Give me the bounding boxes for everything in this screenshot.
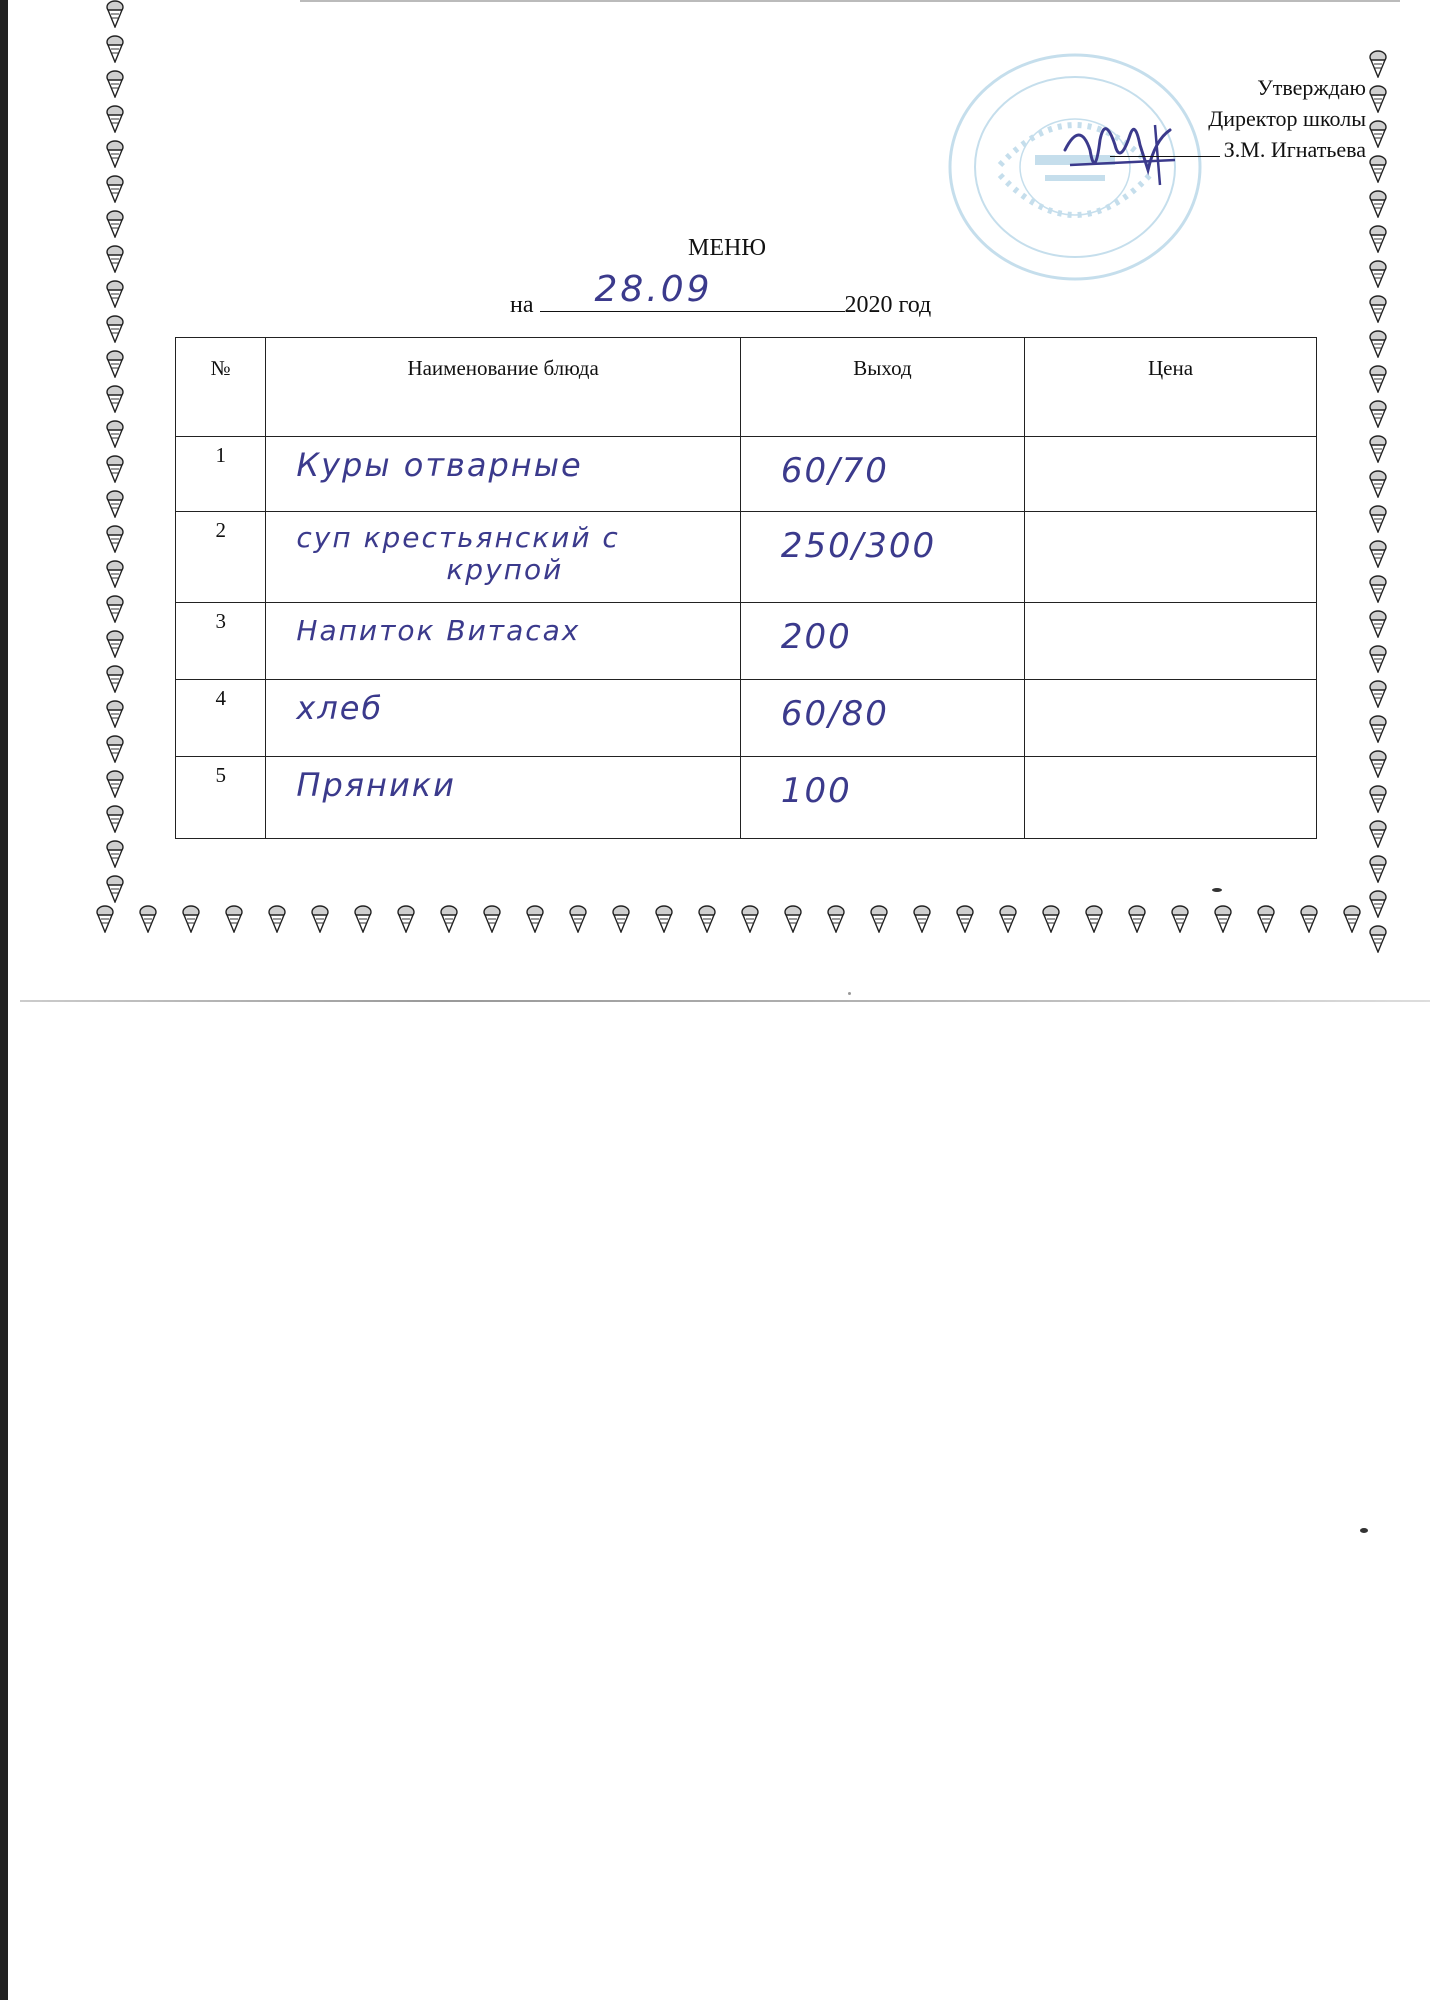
table-row xyxy=(176,437,1317,512)
cone-ornament-icon xyxy=(95,905,115,933)
cone-ornament-icon xyxy=(1368,505,1388,533)
cone-ornament-icon xyxy=(1368,190,1388,218)
cone-ornament-icon xyxy=(138,905,158,933)
cone-ornament-icon xyxy=(105,805,125,833)
cone-ornament-icon xyxy=(783,905,803,933)
cone-ornament-icon xyxy=(1368,575,1388,603)
date-suffix: 2020 год xyxy=(844,292,932,318)
cone-ornament-icon xyxy=(1368,925,1388,953)
cone-ornament-icon xyxy=(105,385,125,413)
cone-ornament-icon xyxy=(1041,905,1061,933)
header-price: Цена xyxy=(1025,338,1317,437)
cone-ornament-icon xyxy=(1127,905,1147,933)
dish-price xyxy=(1025,680,1317,757)
cone-ornament-icon xyxy=(1256,905,1276,933)
cone-ornament-icon xyxy=(1368,120,1388,148)
header-output: Выход xyxy=(740,338,1024,437)
dish-name-text: Напиток Витасах xyxy=(296,614,581,647)
row-number: 1 xyxy=(176,437,266,512)
row-number: 3 xyxy=(176,603,266,680)
cone-ornament-icon xyxy=(1368,85,1388,113)
cone-ornament-icon xyxy=(1368,855,1388,883)
cone-ornament-icon xyxy=(105,840,125,868)
cone-ornament-icon xyxy=(740,905,760,933)
dish-output: 100 xyxy=(740,757,1024,839)
cone-ornament-icon xyxy=(439,905,459,933)
dish-name xyxy=(266,512,740,603)
cone-ornament-icon xyxy=(869,905,889,933)
row-number: 5 xyxy=(176,757,266,839)
dish-price xyxy=(1025,757,1317,839)
cone-ornament-icon xyxy=(105,595,125,623)
dish-name xyxy=(266,603,740,680)
dish-name xyxy=(266,680,740,757)
dish-name-text: Пряники xyxy=(296,766,456,804)
scan-speck xyxy=(1360,1528,1368,1533)
cone-ornament-icon xyxy=(105,630,125,658)
cone-ornament-icon xyxy=(912,905,932,933)
cone-ornament-icon xyxy=(105,175,125,203)
cone-ornament-icon xyxy=(1368,260,1388,288)
cone-ornament-icon xyxy=(998,905,1018,933)
cone-ornament-icon xyxy=(1368,155,1388,183)
signature-line xyxy=(1110,136,1220,157)
row-number: 4 xyxy=(176,680,266,757)
row-number: 2 xyxy=(176,512,266,603)
cone-ornament-icon xyxy=(105,490,125,518)
dish-name xyxy=(266,437,740,512)
cone-ornament-icon xyxy=(1170,905,1190,933)
cone-ornament-icon xyxy=(105,0,125,28)
cone-ornament-icon xyxy=(1368,785,1388,813)
cone-ornament-icon xyxy=(697,905,717,933)
cone-ornament-icon xyxy=(826,905,846,933)
dish-price xyxy=(1025,512,1317,603)
approval-block xyxy=(1110,72,1366,165)
approval-heading: Утверждаю xyxy=(1257,75,1366,100)
cone-ornament-icon xyxy=(353,905,373,933)
approval-name-line xyxy=(1110,134,1366,165)
cone-ornament-icon xyxy=(1368,330,1388,358)
header-number: № xyxy=(176,338,266,437)
approval-position: Директор школы xyxy=(1208,106,1366,131)
cone-ornament-icon xyxy=(105,700,125,728)
dish-name-text: хлеб xyxy=(296,689,384,727)
cone-ornament-icon xyxy=(105,665,125,693)
cone-ornament-icon xyxy=(1299,905,1319,933)
table-row xyxy=(176,603,1317,680)
cone-ornament-icon xyxy=(1342,905,1362,933)
cone-ornament-icon xyxy=(105,70,125,98)
cone-ornament-icon xyxy=(105,140,125,168)
dish-name-continuation: крупой xyxy=(446,553,564,586)
handwritten-date: 28.09 xyxy=(594,269,713,310)
cone-ornament-icon xyxy=(105,560,125,588)
table-row xyxy=(176,512,1317,603)
cone-ornament-icon xyxy=(310,905,330,933)
date-blank xyxy=(540,269,845,312)
cone-ornament-icon xyxy=(1368,645,1388,673)
table-header-row xyxy=(176,338,1317,437)
date-line xyxy=(510,269,932,319)
header-dish-name: Наименование блюда xyxy=(266,338,740,437)
cone-ornament-icon xyxy=(654,905,674,933)
cone-ornament-icon xyxy=(105,735,125,763)
cone-ornament-icon xyxy=(568,905,588,933)
cone-ornament-icon xyxy=(1368,50,1388,78)
dish-name-text: суп крестьянский с xyxy=(296,521,620,554)
cone-ornament-icon xyxy=(1368,680,1388,708)
cone-ornament-icon xyxy=(1368,610,1388,638)
cone-ornament-icon xyxy=(1368,750,1388,778)
cone-ornament-icon xyxy=(181,905,201,933)
dish-price xyxy=(1025,437,1317,512)
document-title: МЕНЮ xyxy=(688,235,766,261)
cone-ornament-icon xyxy=(1368,820,1388,848)
cone-ornament-icon xyxy=(105,350,125,378)
cone-ornament-icon xyxy=(105,35,125,63)
cone-ornament-icon xyxy=(955,905,975,933)
cone-ornament-icon xyxy=(267,905,287,933)
dish-name xyxy=(266,757,740,839)
menu-table xyxy=(175,337,1317,839)
scan-speck xyxy=(1212,888,1222,892)
cone-ornament-icon xyxy=(396,905,416,933)
cone-ornament-icon xyxy=(1368,435,1388,463)
cone-ornament-icon xyxy=(105,280,125,308)
page-fold-line xyxy=(20,1000,1430,1002)
cone-ornament-icon xyxy=(224,905,244,933)
cone-ornament-icon xyxy=(105,525,125,553)
cone-ornament-icon xyxy=(105,315,125,343)
cone-ornament-icon xyxy=(1084,905,1104,933)
cone-ornament-icon xyxy=(1368,470,1388,498)
cone-ornament-icon xyxy=(1368,715,1388,743)
cone-ornament-icon xyxy=(1213,905,1233,933)
cone-ornament-icon xyxy=(1368,400,1388,428)
cone-ornament-icon xyxy=(105,420,125,448)
cone-ornament-icon xyxy=(611,905,631,933)
dish-output: 200 xyxy=(740,603,1024,680)
approval-name: З.М. Игнатьева xyxy=(1223,137,1366,162)
cone-ornament-icon xyxy=(105,210,125,238)
scan-edge xyxy=(0,0,8,2000)
dish-output: 60/70 xyxy=(740,437,1024,512)
cone-ornament-icon xyxy=(105,105,125,133)
cone-ornament-icon xyxy=(1368,365,1388,393)
dish-price xyxy=(1025,603,1317,680)
cone-ornament-icon xyxy=(105,455,125,483)
cone-ornament-icon xyxy=(105,770,125,798)
cone-ornament-icon xyxy=(1368,295,1388,323)
scan-speck xyxy=(848,992,851,995)
dish-name-text: Куры отварные xyxy=(296,446,583,484)
cone-ornament-icon xyxy=(482,905,502,933)
date-prefix: на xyxy=(510,292,534,318)
table-row xyxy=(176,757,1317,839)
cone-ornament-icon xyxy=(1368,540,1388,568)
cone-ornament-icon xyxy=(1368,890,1388,918)
table-row xyxy=(176,680,1317,757)
dish-output: 60/80 xyxy=(740,680,1024,757)
dish-output: 250/300 xyxy=(740,512,1024,603)
cone-ornament-icon xyxy=(525,905,545,933)
cone-ornament-icon xyxy=(105,875,125,903)
scan-top-line xyxy=(300,0,1400,2)
